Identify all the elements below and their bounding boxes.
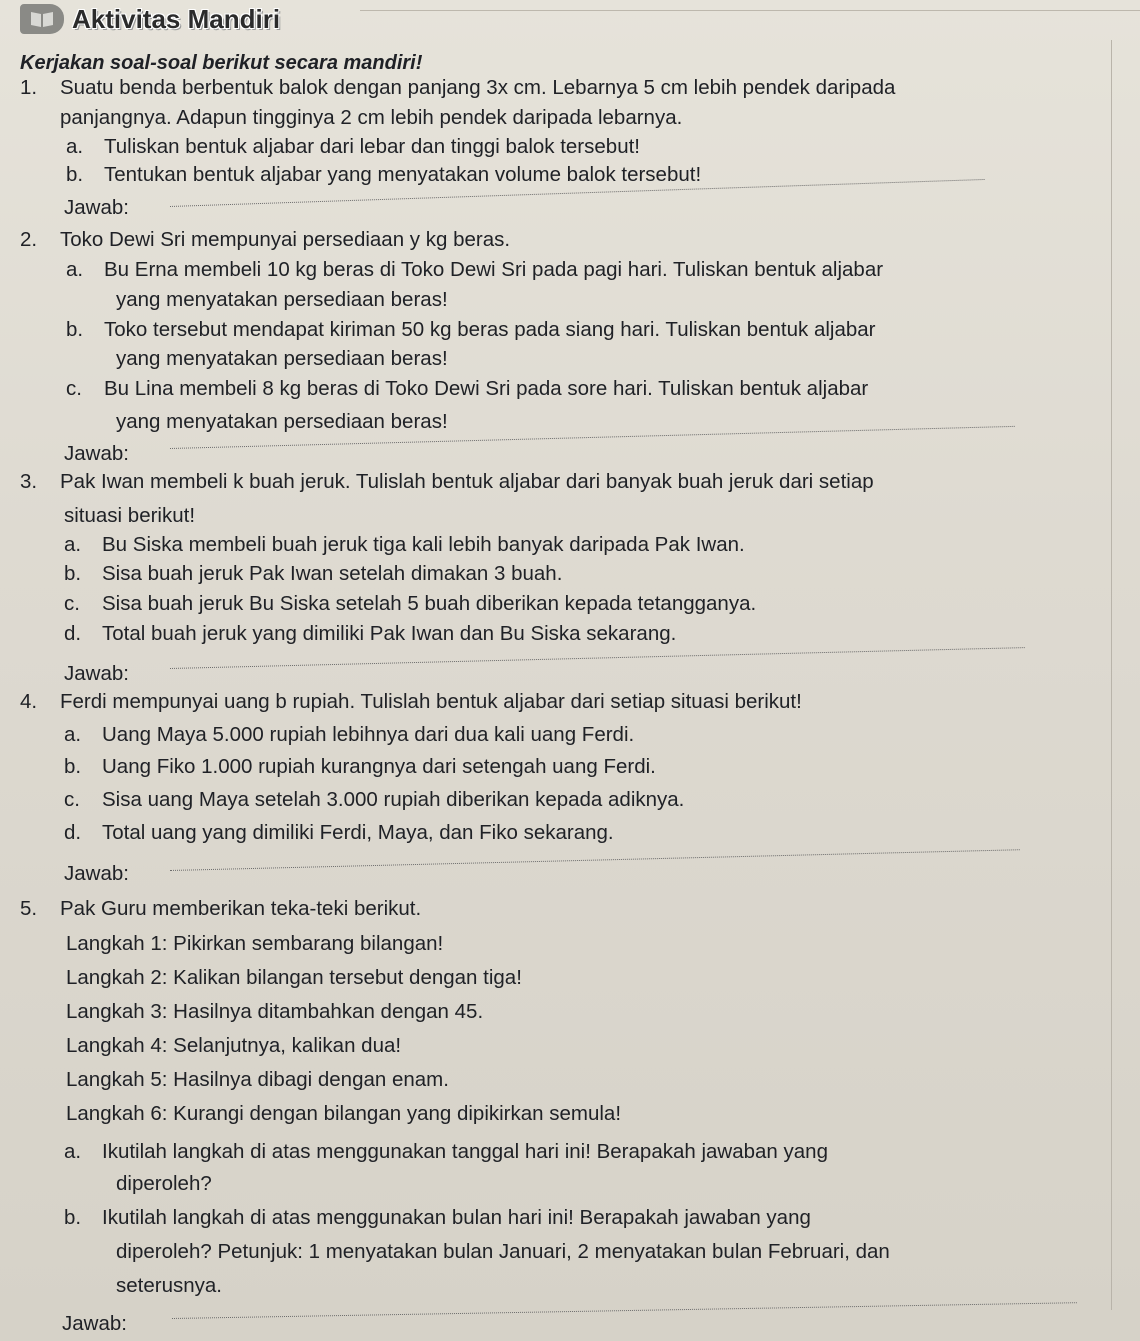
page-margin-line	[1111, 40, 1112, 1310]
q2-item-a: a. Bu Erna membeli 10 kg beras di Toko Dewi Sri pada pagi hari. Tuliskan bentuk aljabar	[66, 258, 884, 281]
activity-title: Aktivitas Mandiri	[72, 3, 281, 34]
q2-item-c-cont: yang menyatakan persediaan beras!	[116, 410, 448, 433]
q2-item-b-cont: yang menyatakan persediaan beras!	[116, 347, 448, 370]
q3-item-d: d. Total buah jeruk yang dimiliki Pak Iwan dan Bu Siska sekarang.	[64, 622, 677, 645]
q3-jawab-label: Jawab:	[64, 662, 129, 685]
q2-item-c: c. Bu Lina membeli 8 kg beras di Toko Dewi Sri pada sore hari. Tuliskan bentuk aljabar	[66, 377, 869, 400]
q3-intro: 3. Pak Iwan membeli k buah jeruk. Tulislah bentuk aljabar dari banyak buah jeruk dari setiap	[20, 470, 874, 493]
q5-item-b-cont-2: seterusnya.	[116, 1274, 222, 1297]
q2-item-b: b. Toko tersebut mendapat kiriman 50 kg beras pada siang hari. Tuliskan bentuk aljabar	[66, 318, 876, 341]
q4-answer-line[interactable]	[170, 849, 1020, 871]
q5-step-4: Langkah 4: Selanjutnya, kalikan dua!	[66, 1034, 402, 1057]
q3-answer-line[interactable]	[170, 647, 1025, 669]
q5-intro: 5. Pak Guru memberikan teka-teki berikut.	[20, 897, 422, 920]
q5-step-5: Langkah 5: Hasilnya dibagi dengan enam.	[66, 1068, 449, 1091]
q3-item-a: a. Bu Siska membeli buah jeruk tiga kali lebih banyak daripada Pak Iwan.	[64, 533, 745, 556]
q3-intro-cont: situasi berikut!	[64, 504, 196, 527]
q5-item-a: a. Ikutilah langkah di atas menggunakan tanggal hari ini! Berapakah jawaban yang	[64, 1140, 828, 1163]
q5-step-6: Langkah 6: Kurangi dengan bilangan yang dipikirkan semula!	[66, 1102, 622, 1125]
instruction-text: Kerjakan soal-soal berikut secara mandiri!	[20, 52, 423, 74]
q5-item-b-cont: diperoleh? Petunjuk: 1 menyatakan bulan Januari, 2 menyatakan bulan Februari, dan	[116, 1240, 890, 1263]
q1-item-b: b. Tentukan bentuk aljabar yang menyatakan volume balok tersebut!	[66, 163, 702, 186]
book-icon	[20, 4, 64, 34]
q5-step-2: Langkah 2: Kalikan bilangan tersebut dengan tiga!	[66, 966, 522, 989]
q2-jawab-label: Jawab:	[64, 442, 129, 465]
q4-item-b: b. Uang Fiko 1.000 rupiah kurangnya dari setengah uang Ferdi.	[64, 755, 656, 778]
q4-intro: 4. Ferdi mempunyai uang b rupiah. Tulislah bentuk aljabar dari setiap situasi berikut!	[20, 690, 802, 713]
header-divider	[360, 10, 1140, 11]
q1-line-2: panjangnya. Adapun tingginya 2 cm lebih pendek daripada lebarnya.	[60, 106, 683, 129]
q5-item-a-cont: diperoleh?	[116, 1172, 212, 1195]
q5-step-1: Langkah 1: Pikirkan sembarang bilangan!	[66, 932, 444, 955]
q4-item-d: d. Total uang yang dimiliki Ferdi, Maya, dan Fiko sekarang.	[64, 821, 614, 844]
q4-item-a: a. Uang Maya 5.000 rupiah lebihnya dari dua kali uang Ferdi.	[64, 723, 635, 746]
q4-item-c: c. Sisa uang Maya setelah 3.000 rupiah diberikan kepada adiknya.	[64, 788, 685, 811]
activity-header	[0, 0, 360, 38]
q3-item-b: b. Sisa buah jeruk Pak Iwan setelah dimakan 3 buah.	[64, 562, 563, 585]
q5-item-b: b. Ikutilah langkah di atas menggunakan bulan hari ini! Berapakah jawaban yang	[64, 1206, 811, 1229]
q5-jawab-label: Jawab:	[62, 1312, 127, 1335]
q3-item-c: c. Sisa buah jeruk Bu Siska setelah 5 buah diberikan kepada tetangganya.	[64, 592, 757, 615]
q2-intro: 2. Toko Dewi Sri mempunyai persediaan y kg beras.	[20, 228, 511, 251]
q1-item-a: a. Tuliskan bentuk aljabar dari lebar dan tinggi balok tersebut!	[66, 135, 640, 158]
q5-answer-line[interactable]	[172, 1302, 1077, 1319]
q1-line-1: 1. Suatu benda berbentuk balok dengan panjang 3x cm. Lebarnya 5 cm lebih pendek daripada	[20, 76, 896, 99]
q1-jawab-label: Jawab:	[64, 196, 129, 219]
q2-item-a-cont: yang menyatakan persediaan beras!	[116, 288, 448, 311]
q5-step-3: Langkah 3: Hasilnya ditambahkan dengan 45.	[66, 1000, 484, 1023]
q4-jawab-label: Jawab:	[64, 862, 129, 885]
